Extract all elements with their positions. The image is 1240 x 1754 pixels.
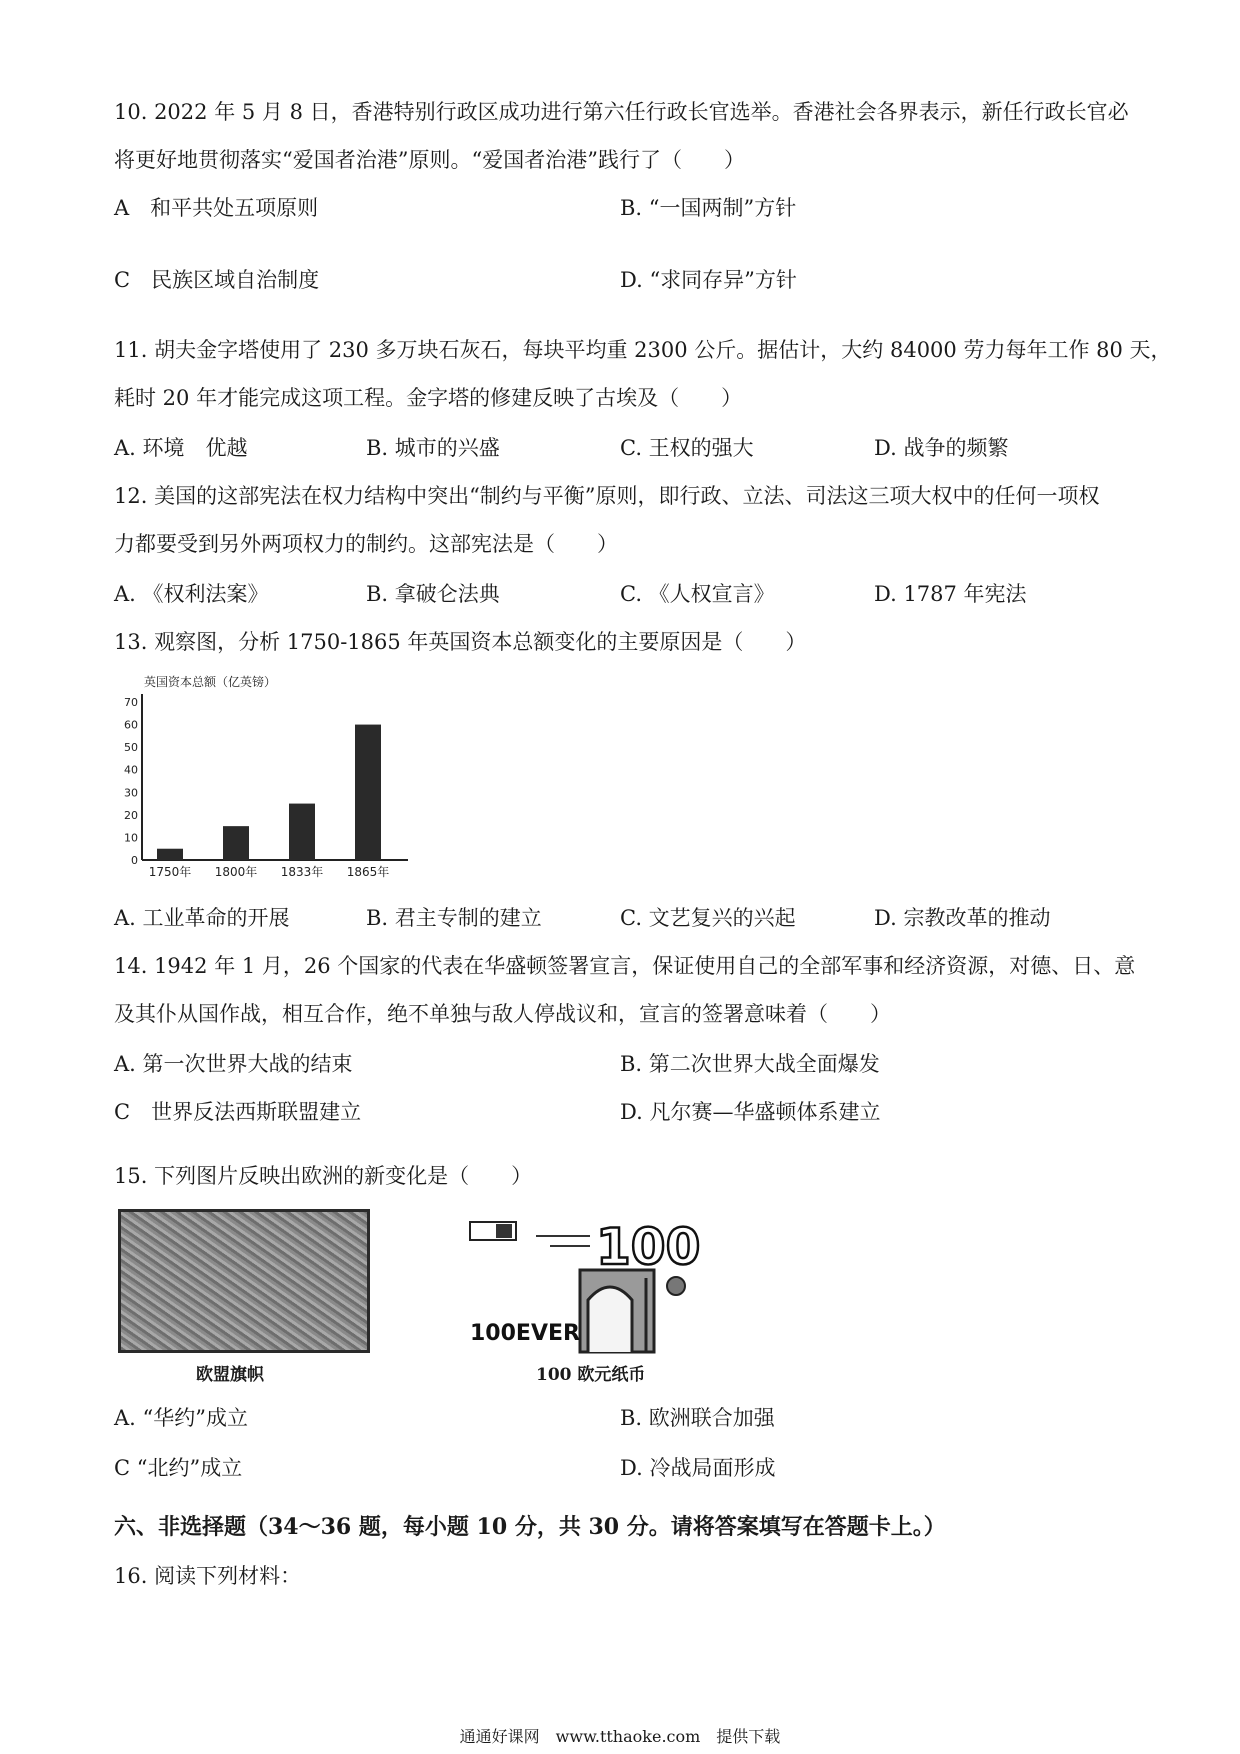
- q12-option-c: C. 《人权宣言》: [620, 582, 775, 606]
- q14-option-c: C 世界反法西斯联盟建立: [114, 1100, 362, 1124]
- q13-option-d: D. 宗教改革的推动: [874, 906, 1051, 930]
- q14-stem-line2: 及其仆从国作战，相互合作，绝不单独与敌人停战议和，宣言的签署意味着（ ）: [114, 1002, 891, 1026]
- q11-option-c: C. 王权的强大: [620, 436, 754, 460]
- q10-option-c: C 民族区域自治制度: [114, 268, 320, 292]
- euro-note-caption: 100 欧元纸币: [536, 1365, 646, 1385]
- q10-stem-line1: 10. 2022 年 5 月 8 日，香港特别行政区成功进行第六任行政长官选举。香港社会各界表示，新任行政长官必: [114, 100, 1129, 124]
- capital-bar-chart: [118, 672, 418, 882]
- q11-option-d: D. 战争的频繁: [874, 436, 1009, 460]
- note-bottom-text: 100EVER: [470, 1321, 580, 1346]
- y-tick-label: 40: [124, 763, 138, 777]
- note-corner-mark: [496, 1224, 512, 1238]
- section-6-title: 六、非选择题（34～36 题，每小题 10 分，共 30 分。请将答案填写在答题卡上。）: [114, 1514, 946, 1540]
- q16-stem-line1: 16. 阅读下列材料：: [114, 1564, 302, 1588]
- y-tick-labels: [124, 696, 138, 867]
- q12-stem-line2: 力都要受到另外两项权力的制约。这部宪法是（ ）: [114, 532, 618, 556]
- x-tick-label: 1833年: [280, 865, 324, 879]
- q13-option-c: C. 文艺复兴的兴起: [620, 906, 796, 930]
- q12-option-b: B. 拿破仑法典: [366, 582, 500, 606]
- y-tick-label: 60: [124, 718, 138, 732]
- q11-option-a: A. 环境 优越: [114, 436, 248, 460]
- q11-stem-line1: 11. 胡夫金字塔使用了 230 多万块石灰石，每块平均重 2300 公斤。据估计，大约 84000 劳力每年工作 80 天，: [114, 338, 1172, 362]
- q10-option-d: D. “求同存异”方针: [620, 268, 797, 292]
- q12-option-a: A. 《权利法案》: [114, 582, 269, 606]
- y-tick-label: 50: [124, 741, 138, 755]
- y-tick-label: 30: [124, 786, 138, 800]
- q13-stem-line1: 13. 观察图，分析 1750-1865 年英国资本总额变化的主要原因是（ ）: [114, 630, 807, 654]
- y-tick-label: 0: [131, 854, 138, 867]
- q10-stem-line2: 将更好地贯彻落实“爱国者治港”原则。“爱国者治港”践行了（ ）: [114, 148, 745, 172]
- y-tick-label: 20: [124, 808, 138, 822]
- note-value: 100: [596, 1218, 701, 1276]
- q14-stem-line1: 14. 1942 年 1 月，26 个国家的代表在华盛顿签署宣言，保证使用自己的全部军事和经济资源，对德、日、意: [114, 954, 1136, 978]
- x-tick-label: 1865年: [346, 865, 390, 879]
- bar-1865年: [355, 725, 381, 860]
- x-tick-label: 1750年: [148, 865, 192, 879]
- q14-option-a: A. 第一次世界大战的结束: [114, 1052, 353, 1076]
- q15-option-b: B. 欧洲联合加强: [620, 1406, 775, 1430]
- q11-option-b: B. 城市的兴盛: [366, 436, 500, 460]
- bar-1800年: [223, 826, 249, 860]
- arch-motif: [580, 1270, 654, 1352]
- y-tick-label: 10: [124, 831, 138, 845]
- note-star-mark: [667, 1277, 685, 1295]
- chart-title: 英国资本总额（亿英镑）: [144, 675, 277, 689]
- y-tick-label: 70: [124, 696, 138, 709]
- eu-flag-caption: 欧盟旗帜: [196, 1365, 264, 1385]
- q15-stem-line1: 15. 下列图片反映出欧洲的新变化是（ ）: [114, 1164, 533, 1188]
- q14-option-b: B. 第二次世界大战全面爆发: [620, 1052, 880, 1076]
- page-footer: 通通好课网 www.tthaoke.com 提供下载: [459, 1727, 781, 1746]
- bar-1750年: [157, 849, 183, 860]
- bar-1833年: [289, 804, 315, 860]
- q10-option-a: A 和平共处五项原则: [114, 196, 319, 220]
- q11-stem-line2: 耗时 20 年才能完成这项工程。金字塔的修建反映了古埃及（ ）: [114, 386, 743, 410]
- x-tick-labels: [149, 864, 390, 879]
- q10-option-b: B. “一国两制”方针: [620, 196, 797, 220]
- q12-stem-line1: 12. 美国的这部宪法在权力结构中突出“制约与平衡”原则，即行政、立法、司法这三项大权中的任何一项权: [114, 484, 1100, 508]
- q15-option-a: A. “华约”成立: [114, 1406, 248, 1430]
- q15-option-d: D. 冷战局面形成: [620, 1456, 776, 1480]
- q15-option-c: C “北约”成立: [114, 1456, 243, 1480]
- q13-option-b: B. 君主专制的建立: [366, 906, 542, 930]
- q14-option-d: D. 凡尔赛—华盛顿体系建立: [620, 1100, 881, 1124]
- x-tick-label: 1800年: [214, 865, 258, 879]
- q13-option-a: A. 工业革命的开展: [114, 906, 290, 930]
- q12-option-d: D. 1787 年宪法: [874, 582, 1027, 606]
- euro-banknote-image: [460, 1208, 712, 1356]
- eu-flag-image: [118, 1209, 370, 1353]
- bars: [157, 725, 381, 860]
